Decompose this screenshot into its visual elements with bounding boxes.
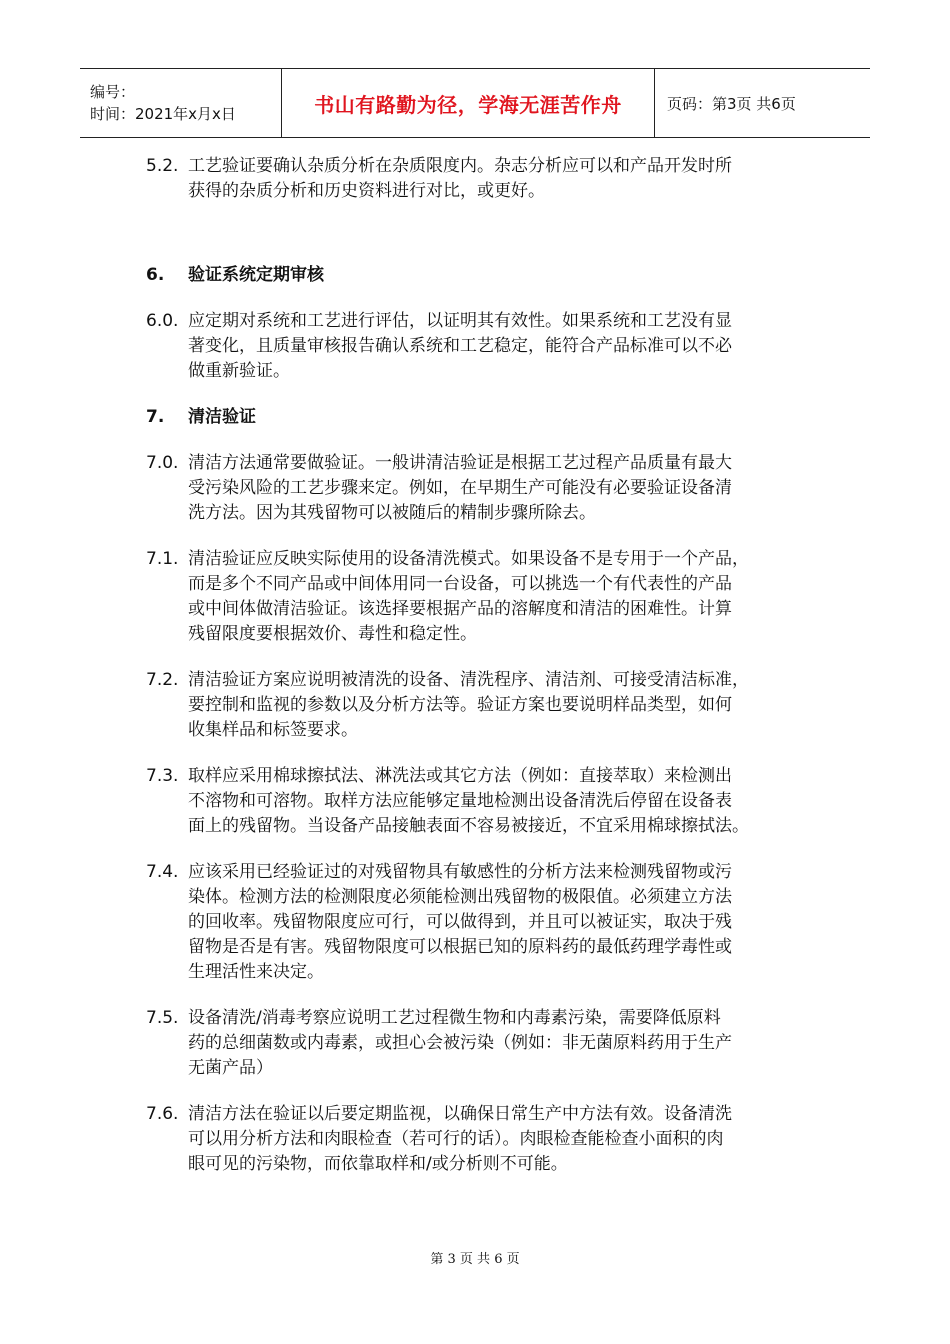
date-line: 时间：2021年x月x日	[90, 105, 236, 123]
clause-text	[188, 451, 826, 526]
heading-number: 6.	[146, 265, 165, 285]
clause-text	[188, 860, 826, 985]
motto: 书山有路勤为径，学海无涯苦作舟	[314, 92, 622, 117]
clause-number: 7.4.	[146, 862, 179, 882]
text-line: 或中间体做清洁验证。该选择要根据产品的溶解度和清洁的困难性。计算	[188, 599, 732, 619]
page-footer: 第 3 页 共 6 页	[430, 1252, 520, 1267]
serial-number: 编号：	[90, 83, 136, 101]
clause-7-6	[146, 1102, 826, 1177]
clause-text	[188, 154, 826, 204]
clause-7-2	[146, 668, 826, 743]
text-line: 可以用分析方法和肉眼检查（若可行的话）。肉眼检查能检查小面积的肉	[188, 1129, 724, 1149]
text-line: 清洁验证方案应说明被清洗的设备、清洗程序、清洁剂、可接受清洁标准，	[188, 670, 749, 690]
text-line: 眼可见的污染物，而依靠取样和/或分析则不可能。	[188, 1154, 568, 1174]
text-line: 留物是否是有害。残留物限度可以根据已知的原料药的最低药理学毒性或	[188, 937, 732, 957]
heading-title: 验证系统定期审核	[188, 265, 324, 285]
clause-text	[188, 668, 826, 743]
text-line: 做重新验证。	[188, 361, 290, 381]
text-line: 而是多个不同产品或中间体用同一台设备，可以挑选一个有代表性的产品	[188, 574, 732, 594]
clause-number: 7.5.	[146, 1008, 179, 1028]
heading-title: 清洁验证	[188, 407, 256, 427]
text-line: 洗方法。因为其残留物可以被随后的精制步骤所除去。	[188, 503, 596, 523]
clause-text	[188, 764, 826, 839]
text-line: 受污染风险的工艺步骤来定。例如，在早期生产可能没有必要验证设备清	[188, 478, 732, 498]
clause-7-0	[146, 451, 826, 526]
text-line: 残留限度要根据效价、毒性和稳定性。	[188, 624, 477, 644]
clause-text	[188, 547, 826, 647]
clause-number: 7.3.	[146, 766, 179, 786]
text-line: 无菌产品）	[188, 1058, 273, 1078]
page-header	[80, 68, 870, 138]
text-line: 药的总细菌数或内毒素，或担心会被污染（例如：非无菌原料药用于生产	[188, 1033, 732, 1053]
text-line: 清洁方法通常要做验证。一般讲清洁验证是根据工艺过程产品质量有最大	[188, 453, 732, 473]
clause-number: 7.1.	[146, 549, 179, 569]
clause-text	[188, 1102, 826, 1177]
header-page-cell	[655, 69, 870, 137]
text-line: 清洁方法在验证以后要定期监视，以确保日常生产中方法有效。设备清洗	[188, 1104, 732, 1124]
clause-number: 7.2.	[146, 670, 179, 690]
text-line: 应定期对系统和工艺进行评估，以证明其有效性。如果系统和工艺没有显	[188, 311, 732, 331]
clause-7-5	[146, 1006, 826, 1081]
clause-number: 7.6.	[146, 1104, 179, 1124]
clause-7-1	[146, 547, 826, 647]
heading-number: 7.	[146, 407, 165, 427]
page-indicator: 页码：第3页 共6页	[667, 94, 796, 113]
text-line: 收集样品和标签要求。	[188, 720, 358, 740]
clause-number: 7.0.	[146, 453, 179, 473]
clause-text	[188, 1006, 826, 1081]
text-line: 生理活性来决定。	[188, 962, 324, 982]
clause-number: 5.2.	[146, 156, 179, 176]
heading-section-7	[146, 405, 826, 430]
text-line: 设备清洗/消毒考察应说明工艺过程微生物和内毒素污染，需要降低原料	[188, 1008, 721, 1028]
text-line: 不溶物和可溶物。取样方法应能够定量地检测出设备清洗后停留在设备表	[188, 791, 732, 811]
clause-7-4	[146, 860, 826, 985]
text-line: 的回收率。残留物限度应可行，可以做得到，并且可以被证实，取决于残	[188, 912, 732, 932]
text-line: 获得的杂质分析和历史资料进行对比，或更好。	[188, 181, 545, 201]
text-line: 清洁验证应反映实际使用的设备清洗模式。如果设备不是专用于一个产品，	[188, 549, 749, 569]
heading-section-6	[146, 263, 826, 288]
text-line: 著变化，且质量审核报告确认系统和工艺稳定，能符合产品标准可以不必	[188, 336, 732, 356]
document-body	[146, 154, 826, 1177]
clause-text	[188, 309, 826, 384]
text-line: 染体。检测方法的检测限度必须能检测出残留物的极限值。必须建立方法	[188, 887, 732, 907]
header-motto-cell	[282, 69, 655, 137]
clause-5-2	[146, 154, 826, 204]
clause-6-0	[146, 309, 826, 384]
text-line: 要控制和监视的参数以及分析方法等。验证方案也要说明样品类型，如何	[188, 695, 732, 715]
clause-number: 6.0.	[146, 311, 179, 331]
text-line: 面上的残留物。当设备产品接触表面不容易被接近，不宜采用棉球擦拭法。	[188, 816, 749, 836]
text-line: 应该采用已经验证过的对残留物具有敏感性的分析方法来检测残留物或污	[188, 862, 732, 882]
header-meta	[80, 69, 282, 137]
clause-7-3	[146, 764, 826, 839]
text-line: 工艺验证要确认杂质分析在杂质限度内。杂志分析应可以和产品开发时所	[188, 156, 732, 176]
text-line: 取样应采用棉球擦拭法、淋洗法或其它方法（例如：直接萃取）来检测出	[188, 766, 732, 786]
